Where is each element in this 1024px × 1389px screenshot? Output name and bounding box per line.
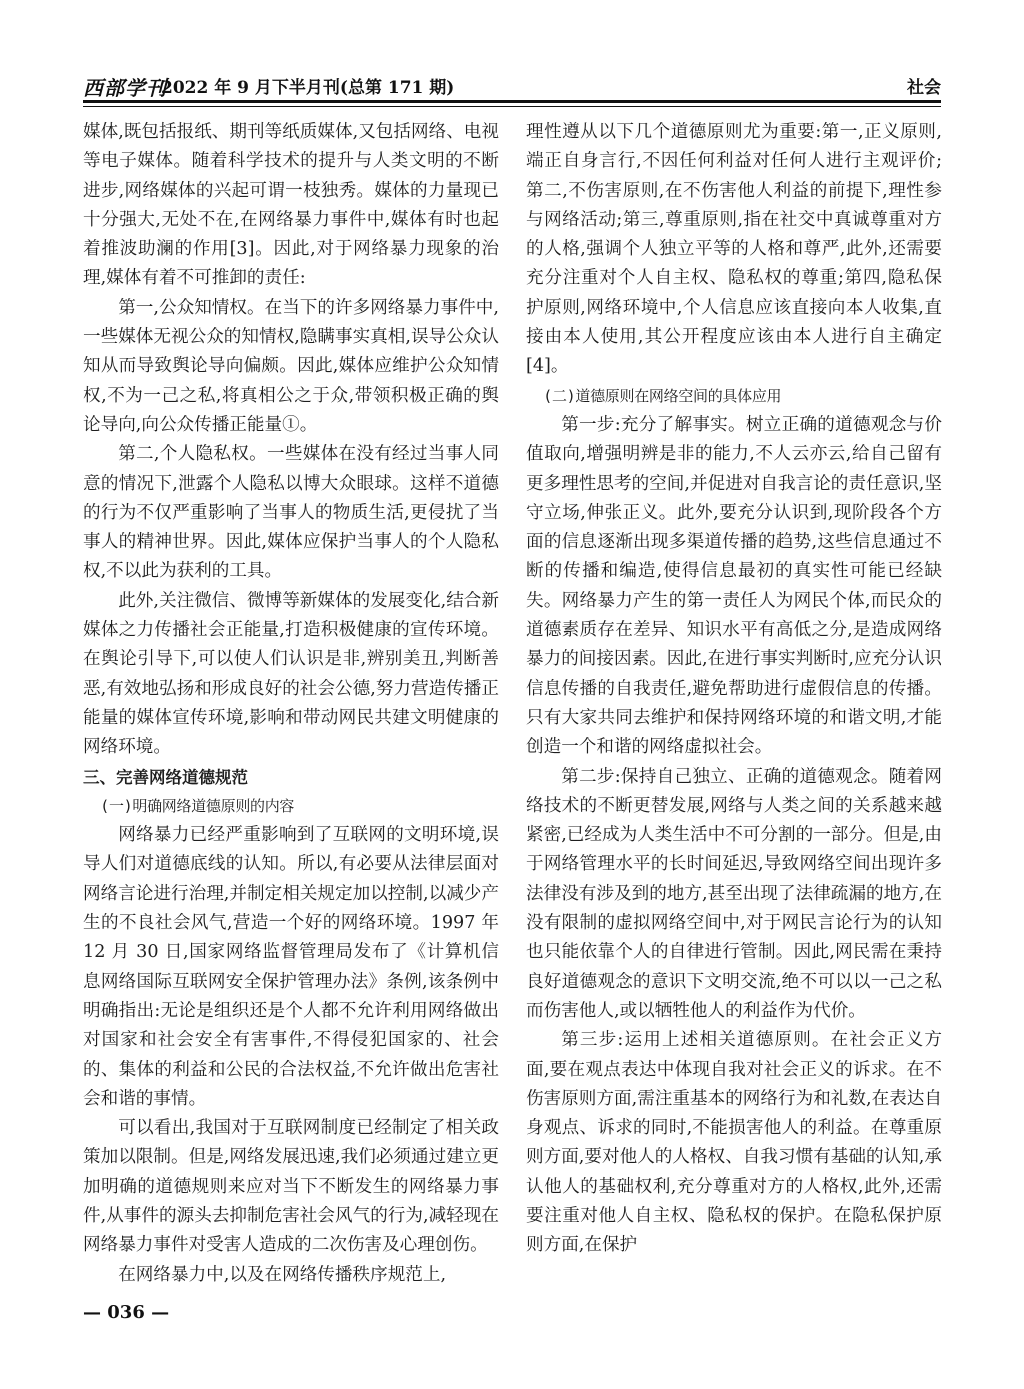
left-column: [83, 118, 499, 1290]
section-label: 社会: [907, 78, 941, 98]
paragraph: 第一,公众知情权。在当下的许多网络暴力事件中,一些媒体无视公众的知情权,隐瞒事实真相,误导公众认知从而导致舆论导向偏颇。因此,媒体应维护公众知情权,不为一己之私,将真相公之于众,带领积极正确的舆论导向,向公众传播正能量①。: [83, 297, 499, 435]
subsection-heading: (二)道德原则在网络空间的具体应用: [543, 386, 782, 405]
header-rule-thick: [83, 100, 941, 103]
journal-logo: 西部学刊: [83, 76, 167, 100]
paragraph: 此外,关注微信、微博等新媒体的发展变化,结合新媒体之力传播社会正能量,打造积极健康的宣传环境。在舆论引导下,可以使人们认识是非,辨别美丑,判断善恶,有效地弘扬和形成良好的社会公德,努力营造传播正能量的媒体宣传环境,影响和带动网民共建文明健康的网络环境。: [83, 590, 500, 758]
page-number: — 036 —: [83, 1302, 170, 1323]
running-header: [83, 72, 941, 98]
paragraph: 可以看出,我国对于互联网制度已经制定了相关政策加以限制。但是,网络发展迅速,我们必须通过建立更加明确的道德规则来应对当下不断发生的网络暴力事件,从事件的源头去抑制危害社会风气的行为,减轻现在网络暴力事件对受害人造成的二次伤害及心理创伤。: [83, 1118, 499, 1256]
paragraph: 第二步:保持自己独立、正确的道德观念。随着网络技术的不断更替发展,网络与人类之间的关系越来越紧密,已经成为人类生活中不可分割的一部分。但是,由于网络管理水平的长时间延迟,导致网络空间出现许多法律没有涉及到的地方,甚至出现了法律疏漏的地方,在没有限制的虚拟网络空间中,对于网民言论行为的认知也只能依靠个人的自律进行管制。因此,网民需在秉持良好道德观念的意识下文明交流,绝不可以以一己之私而伤害他人,或以牺牲他人的利益作为代价。: [526, 766, 942, 1021]
paragraph: 第一步:充分了解事实。树立正确的道德观念与价值取向,增强明辨是非的能力,不人云亦云,给自己留有更多理性思考的空间,并促进对自我言论的责任意识,坚守立场,伸张正义。此外,要充分认识到,现阶段各个方面的信息逐渐出现多渠道传播的趋势,这些信息通过不断的传播和编造,使得信息最初的真实性可能已经缺失。网络暴力产生的第一责任人为网民个体,而民众的道德素质存在差异、知识水平有高低之分,是造成网络暴力的间接因素。因此,在进行事实判断时,应充分认识信息传播的自我责任,避免帮助进行虚假信息的传播。只有大家共同去维护和保持网络环境的和谐文明,才能创造一个和谐的网络虚拟社会。: [526, 414, 942, 758]
paragraph: 网络暴力已经严重影响到了互联网的文明环境,误导人们对道德底线的认知。所以,有必要从法律层面对网络言论进行治理,并制定相关规定加以控制,以减少产生的不良社会风气,营造一个好的网络环境。1997 年 12 月 30 日,国家网络监督管理局发布了《计算机信息网络国际互联网安全保护管理办法》条例,该条例中明确指出:无论是组织还是个人都不允许利用网络做出对国家和社会安全有害事件,不得侵犯国家的、社会的、集体的利益和公民的合法权益,不允许做出危害社会和谐的事情。: [83, 825, 499, 1109]
paragraph: 媒体,既包括报纸、期刊等纸质媒体,又包括网络、电视等电子媒体。随着科学技术的提升与人类文明的不断进步,网络媒体的兴起可谓一枝独秀。媒体的力量现已十分强大,无处不在,在网络暴力事件中,媒体有时也起着推波助澜的作用[3]。因此,对于网络暴力现象的治理,媒体有着不可推卸的责任:: [83, 122, 499, 289]
paragraph: 在网络暴力中,以及在网络传播秩序规范上,: [118, 1264, 447, 1285]
paragraph: 理性遵从以下几个道德原则尤为重要:第一,正义原则,端正自身言行,不因任何利益对任何人进行主观评价;第二,不伤害原则,在不伤害他人利益的前提下,理性参与网络活动;第三,尊重原则,指在社交中真诚尊重对方的人格,强调个人独立平等的人格和尊严,此外,还需要充分注重对个人自主权、隐私权的尊重;第四,隐私保护原则,网络环境中,个人信息应该直接向本人收集,直接由本人使用,其公开程度应该由本人进行自主确定[4]。: [526, 122, 942, 377]
paragraph: 第三步:运用上述相关道德原则。在社会正义方面,要在观点表达中体现自我对社会正义的诉求。在不伤害原则方面,需注重基本的网络行为和礼数,在表达自身观点、诉求的同时,不能损害他人的利益。在尊重原则方面,要对他人的人格权、自我习惯有基础的认知,承认他人的基础权利,充分尊重对方的人格权,此外,还需要注重对他人自主权、隐私权的保护。在隐私保护原则方面,在保护: [526, 1030, 942, 1256]
section-heading: 三、完善网络道德规范: [83, 767, 248, 787]
issue-info: 2022 年 9 月下半月刊(总第 171 期): [161, 78, 455, 98]
header-rule-thin: [83, 106, 941, 107]
right-column: [526, 118, 942, 1261]
subsection-heading: (一)明确网络道德原则的内容: [100, 796, 295, 815]
paragraph: 第二,个人隐私权。一些媒体在没有经过当事人同意的情况下,泄露个人隐私以博大众眼球。这样不道德的行为不仅严重影响了当事人的物质生活,更侵扰了当事人的精神世界。因此,媒体应保护当事人的个人隐私权,不以此为获利的工具。: [83, 444, 499, 582]
